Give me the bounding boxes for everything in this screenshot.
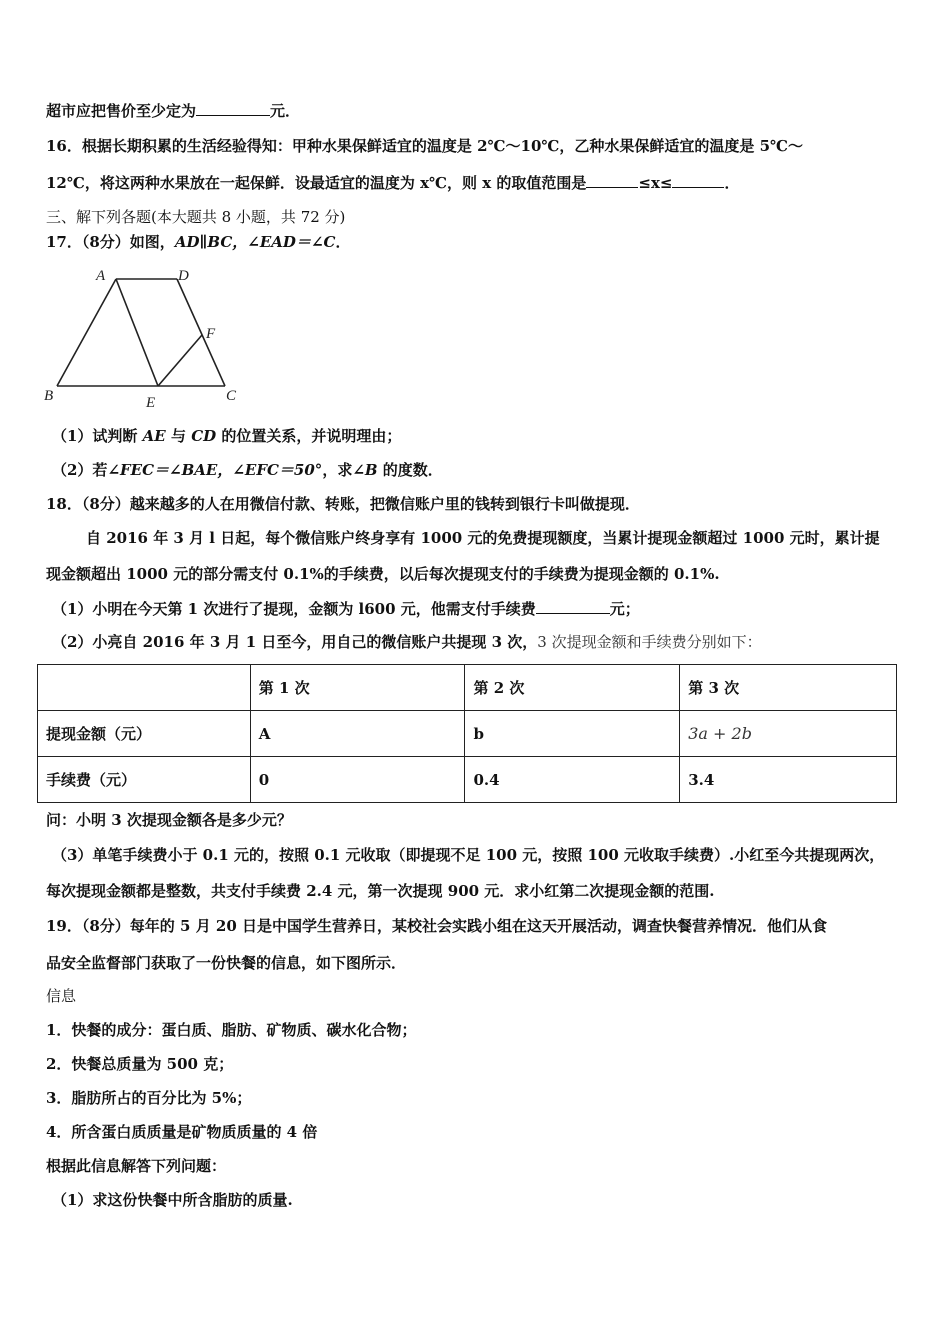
- table-cell: A: [250, 711, 465, 757]
- label-b: B: [44, 388, 54, 404]
- q16-text: 12℃，将这两种水果放在一起保鲜．设最适宜的温度为 x℃，则 x 的取值范围是: [46, 174, 587, 192]
- q19-line1: 19．（8分）每年的 5 月 20 日是中国学生营养日，某校社会实践小组在这天开展活动，调查快餐营养情况．他们从食: [46, 917, 828, 935]
- q16-blank-upper[interactable]: [672, 173, 724, 188]
- q17-prefix: 17．（8分）如图，: [46, 233, 175, 251]
- table-header-cell: 第 2 次: [465, 665, 680, 711]
- q18-question: 问：小明 3 次提现金额各是多少元？: [46, 811, 292, 829]
- q17-p1-mid: 与: [165, 427, 192, 445]
- label-d: D: [178, 268, 189, 284]
- label-e: E: [146, 395, 156, 411]
- table-cell: 手续费（元）: [38, 757, 251, 803]
- q17-p1-ae: AE: [142, 427, 166, 445]
- q18-p1-unit: 元；: [609, 600, 640, 618]
- q18-para1: 自 2016 年 3 月 l 日起，每个微信账户终身享有 1000 元的免费提现额度，当累计提现金额超过 1000 元时，累计提: [86, 529, 880, 547]
- q18-p1-blank[interactable]: [536, 599, 610, 614]
- q19-info-item: 1．快餐的成分：蛋白质、脂肪、矿物质、碳水化合物；: [46, 1021, 417, 1039]
- segment-ab: [57, 279, 116, 386]
- q18-p2-light: 3 次提现金额和手续费分别如下：: [537, 633, 762, 651]
- q15-blank[interactable]: [196, 101, 270, 116]
- q18-part3-line1: （3）单笔手续费小于 0.1 元的，按照 0.1 元收取（即提现不足 100 元，按照 100 元收取手续费）.小红至今共提现两次，: [52, 846, 885, 864]
- q18-part1: [52, 599, 640, 619]
- table-cell: 0: [250, 757, 465, 803]
- q16-period: ．: [724, 174, 740, 192]
- withdrawal-table: [37, 664, 897, 803]
- section-heading: 三、解下列各题(本大题共 8 小题，共 72 分): [46, 208, 346, 226]
- q17-p1-cd: CD: [191, 427, 217, 445]
- q18-part3-line2: 每次提现金额都是整数，共支付手续费 2.4 元，第一次提现 900 元．求小红第二次提现金额的范围.: [46, 882, 715, 900]
- q19-info-item: 4．所含蛋白质质量是矿物质质量的 4 倍: [46, 1123, 318, 1141]
- table-cell: 0.4: [465, 757, 680, 803]
- table-header-row: [38, 665, 897, 711]
- table-header-cell: 第 3 次: [680, 665, 897, 711]
- q17-stem: [46, 232, 350, 252]
- table-cell: 提现金额（元）: [38, 711, 251, 757]
- q17-p1-suffix: 的位置关系，并说明理由；: [216, 427, 402, 445]
- q17-p2-mid: ，求: [322, 461, 353, 479]
- q16-line1: 16．根据长期积累的生活经验得知：甲种水果保鲜适宜的温度是 2℃～10℃，乙种水果保鲜适宜的温度是 5℃～: [46, 137, 803, 155]
- q17-part2: [52, 460, 443, 480]
- q19-info-title: 信息: [46, 987, 77, 1005]
- q19-line2: 品安全监督部门获取了一份快餐的信息，如下图所示．: [46, 954, 407, 972]
- table-row: [38, 711, 897, 757]
- label-f: F: [206, 326, 216, 342]
- q15-text: 超市应把售价至少定为: [46, 102, 197, 120]
- q15-tail: [46, 101, 300, 121]
- label-c: C: [226, 388, 237, 404]
- q17-period: ．: [335, 233, 351, 251]
- q16-inequality: ≤x≤: [638, 174, 673, 192]
- table-cell: 3a + 2b: [680, 711, 897, 757]
- table-header-cell: 第 1 次: [250, 665, 465, 711]
- table-header-cell: [38, 665, 251, 711]
- q17-figure: [40, 262, 250, 412]
- q17-part1: [52, 426, 401, 446]
- q16-line2: [46, 173, 740, 193]
- segment-ef: [158, 335, 202, 386]
- q15-unit: 元．: [270, 102, 301, 120]
- q18-p2-bold: （2）小亮自 2016 年 3 月 1 日至今，用自己的微信账户共提现 3 次，: [52, 633, 538, 651]
- q17-p1-prefix: （1）试判断: [52, 427, 143, 445]
- q18-stem: 18．（8分）越来越多的人在用微信付款、转账，把微信账户里的钱转到银行卡叫做提现．: [46, 495, 640, 513]
- table-cell: 3.4: [680, 757, 897, 803]
- segment-dc: [177, 279, 225, 386]
- segment-ae: [116, 279, 158, 386]
- q17-p2-angle-b: ∠B: [352, 461, 378, 479]
- q17-condition: AD∥BC，∠EAD＝∠C: [174, 233, 336, 251]
- table-cell: b: [465, 711, 680, 757]
- q18-part2: [52, 632, 762, 652]
- q17-p2-condition: ∠FEC＝∠BAE，∠EFC＝50°: [107, 461, 323, 479]
- q19-answer-intro: 根据此信息解答下列问题：: [46, 1157, 227, 1175]
- q18-p1-text: （1）小明在今天第 1 次进行了提现，金额为 l600 元，他需支付手续费: [52, 600, 536, 618]
- q19-part1: （1）求这份快餐中所含脂肪的质量.: [52, 1191, 293, 1209]
- q17-p2-prefix: （2）若: [52, 461, 108, 479]
- q19-info-item: 3．脂肪所占的百分比为 5%；: [46, 1089, 252, 1107]
- q16-blank-lower[interactable]: [586, 173, 638, 188]
- q19-info-item: 2．快餐总质量为 500 克；: [46, 1055, 234, 1073]
- table-row: [38, 757, 897, 803]
- q18-para2: 现金额超出 1000 元的部分需支付 0.1%的手续费，以后每次提现支付的手续费为提现金额的 0.1%.: [46, 565, 720, 583]
- label-a: A: [96, 268, 106, 284]
- q17-p2-suffix: 的度数．: [377, 461, 443, 479]
